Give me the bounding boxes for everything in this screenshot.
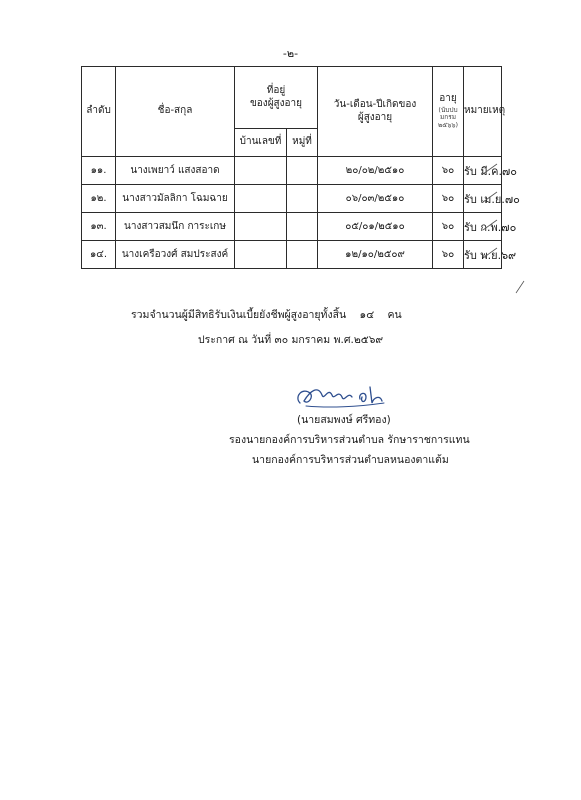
row-no: ๑๓.	[82, 213, 116, 241]
total-unit: คน	[387, 309, 402, 321]
header-age	[433, 67, 464, 157]
row-no: ๑๔.	[82, 241, 116, 269]
header-age-text: อายุ	[439, 93, 457, 105]
row-remark-text: รับ มี.ค.๗๐	[464, 164, 517, 178]
header-no: ลำดับ	[82, 67, 116, 157]
row-remark	[464, 241, 517, 269]
row-house-no	[235, 185, 287, 213]
row-remark	[464, 213, 517, 241]
signatory-name: (นายสมพงษ์ ศรีทอง)	[297, 414, 391, 426]
page-number: -๒-	[282, 47, 299, 60]
row-birth-date: ๐๖/๐๓/๒๕๑๐	[318, 185, 433, 213]
table-row	[82, 157, 502, 185]
pen-tick-icon	[482, 191, 498, 203]
row-remark-text: รับ เม.ย.๗๐	[464, 192, 520, 206]
row-village	[287, 213, 318, 241]
signatory-role-line1: รองนายกองค์การบริหารส่วนตำบล รักษาราชการแทน	[229, 434, 470, 446]
header-age-note: (นับปบ มกรม ๒๕๖๖)	[438, 105, 458, 130]
header-address-text: ที่อยู่ ของผู้สูงอายุ	[249, 85, 303, 109]
elderly-allowance-table	[81, 66, 520, 269]
handwritten-signature	[288, 373, 388, 413]
row-village	[287, 157, 318, 185]
row-age: ๖๐	[433, 213, 464, 241]
row-birth-date: ๒๐/๐๒/๒๕๑๐	[318, 157, 433, 185]
pen-tick-icon	[482, 219, 498, 231]
header-village: หมู่ที่	[287, 129, 318, 157]
row-village	[287, 241, 318, 269]
row-no: ๑๑.	[82, 157, 116, 185]
row-name: นางเพยาว์ แสงสอาด	[116, 157, 235, 185]
table-row	[82, 185, 502, 213]
row-age: ๖๐	[433, 185, 464, 213]
header-birth-date	[318, 67, 433, 157]
pen-tick-icon	[482, 247, 498, 259]
row-house-no	[235, 213, 287, 241]
row-house-no	[235, 157, 287, 185]
header-name: ชื่อ-สกุล	[116, 67, 235, 157]
table-row	[82, 213, 502, 241]
row-no: ๑๒.	[82, 185, 116, 213]
total-label: รวมจำนวนผู้มีสิทธิรับเงินเบี้ยยังชีพผู้สูงอายุทั้งสิ้น	[131, 309, 347, 321]
announcement-date: ประกาศ ณ วันที่ ๓๐ มกราคม พ.ศ.๒๕๖๙	[197, 334, 384, 346]
row-birth-date: ๑๒/๑๐/๒๕๐๙	[318, 241, 433, 269]
row-remark	[464, 185, 520, 213]
table-row	[82, 241, 502, 269]
row-birth-date: ๐๕/๐๑/๒๕๑๐	[318, 213, 433, 241]
row-name: นางสาวสมนึก การะเกษ	[116, 213, 235, 241]
row-age: ๖๐	[433, 241, 464, 269]
row-house-no	[235, 241, 287, 269]
total-count: ๑๔	[359, 309, 375, 321]
total-summary	[131, 306, 402, 323]
row-remark	[464, 157, 517, 185]
row-remark-text: รับ ก.พ.๗๐	[464, 220, 517, 234]
row-age: ๖๐	[433, 157, 464, 185]
row-name: นางเครือวงศ์ สมประสงค์	[116, 241, 235, 269]
row-remark-text: รับ พ.ย.๖๙	[464, 248, 517, 262]
row-village	[287, 185, 318, 213]
pen-tick-icon	[482, 163, 498, 175]
header-remark: หมายเหตุ	[464, 67, 502, 157]
header-house-no: บ้านเลขที่	[235, 129, 287, 157]
pen-mark-icon	[514, 280, 526, 294]
header-birth-date-text: วัน-เดือน-ปีเกิดของ ผู้สูงอายุ	[333, 99, 417, 123]
row-name: นางสาวมัลลิกา โฉมฉาย	[116, 185, 235, 213]
signatory-role-line2: นายกองค์การบริหารส่วนตำบลหนองตาแต้ม	[252, 454, 449, 466]
header-address	[235, 67, 318, 129]
